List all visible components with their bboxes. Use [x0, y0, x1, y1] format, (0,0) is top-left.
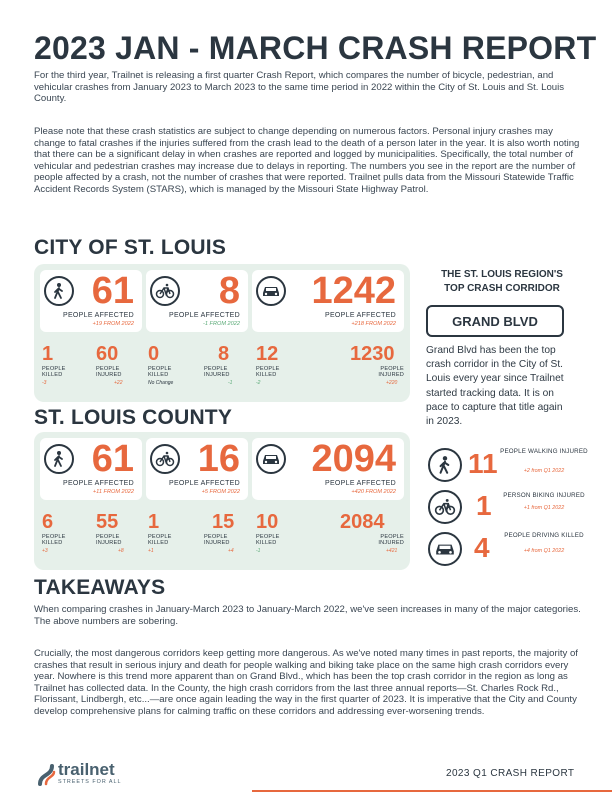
pedestrian-icon [428, 448, 462, 482]
affected-number: 2094 [311, 438, 396, 480]
bicycle-icon [428, 490, 462, 524]
city-bicycle-card [146, 270, 248, 332]
affected-number: 1242 [311, 270, 396, 312]
corridor-name-box: GRAND BLVD [426, 305, 564, 337]
bicycle-icon [150, 444, 180, 474]
car-icon [428, 532, 462, 566]
logo-mark-icon [36, 762, 56, 786]
injured-number: 2084 [340, 511, 385, 533]
affected-label: PEOPLE AFFECTED [62, 312, 134, 319]
killed-label: PEOPLE KILLED [256, 366, 280, 379]
affected-label: PEOPLE AFFECTED [324, 312, 396, 319]
stat-label: PERSON BIKING INJURED [503, 492, 585, 499]
affected-label: PEOPLE AFFECTED [168, 480, 240, 487]
killed-label: PEOPLE KILLED [42, 366, 66, 379]
trailnet-logo [36, 760, 156, 790]
car-icon [256, 444, 286, 474]
page-title: 2023 JAN - MARCH CRASH REPORT [34, 30, 597, 66]
affected-change: +420 FROM 2022 [351, 489, 396, 495]
footer-report-label: 2023 Q1 CRASH REPORT [446, 768, 575, 779]
affected-change: +19 FROM 2022 [92, 321, 134, 327]
affected-number: 8 [218, 270, 240, 312]
county-bicycle-card [146, 438, 248, 500]
pedestrian-icon [44, 276, 74, 306]
corridor-title-line-1: THE ST. LOUIS REGION'S [441, 269, 563, 280]
injured-number: 60 [96, 343, 119, 365]
stat-change: +1 from Q1 2022 [523, 505, 565, 511]
affected-number: 16 [197, 438, 240, 480]
killed-change: +1 [148, 548, 154, 554]
county-car-card [252, 438, 404, 500]
killed-number: 0 [148, 343, 160, 365]
injured-number: 55 [96, 511, 119, 533]
injured-number: 8 [218, 343, 230, 365]
county-heading: ST. LOUIS COUNTY [34, 406, 233, 429]
corridor-stat-driving [424, 530, 594, 574]
city-pedestrian-card [40, 270, 142, 332]
corridor-title-line-2: TOP CRASH CORRIDOR [444, 283, 560, 294]
injured-change: +8 [118, 548, 124, 554]
logo-wordmark: trailnet [58, 760, 115, 779]
killed-change: -3 [42, 380, 47, 386]
city-panel [34, 264, 410, 402]
killed-label: PEOPLE KILLED [42, 534, 66, 547]
county-panel [34, 432, 410, 570]
injured-label: PEOPLE INJURED [378, 366, 404, 379]
affected-change: +5 FROM 2022 [201, 489, 240, 495]
affected-change: +11 FROM 2022 [92, 489, 134, 495]
corridor-stat-walking [424, 446, 594, 490]
city-heading: CITY OF ST. LOUIS [34, 236, 227, 259]
intro-paragraph-2: Please note that these crash statistics are subject to change depending on numerous factors. Personal injury crashes may change to fatal crashes if the injuries suffered from the crash lead to the death of a person later in the year. It is also worth noting that there can be a significant delay in when crashes are reported and logged by municipalities. Specifically, the total number of vehicular and pedestrian crashes may increase due to delays in reporting. The numbers you see in the report are the number of people affected by a crash, not the number of crashes that were reported. Trailnet pulls data from the Missouri Statewide Traffic Accident Records System (STARS), which is managed by the Missouri State Highway Patrol. [34, 126, 580, 195]
affected-label: PEOPLE AFFECTED [168, 312, 240, 319]
corridor-title [420, 268, 584, 296]
pedestrian-icon [44, 444, 74, 474]
injured-label: PEOPLE INJURED [378, 534, 404, 547]
injured-number: 15 [212, 511, 235, 533]
affected-label: PEOPLE AFFECTED [324, 480, 396, 487]
killed-change: -1 [256, 548, 261, 554]
injured-change: +4 [228, 548, 234, 554]
stat-label: PEOPLE WALKING INJURED [500, 448, 588, 455]
killed-number: 12 [256, 343, 279, 365]
killed-change: +3 [42, 548, 48, 554]
injured-label: PEOPLE INJURED [96, 366, 122, 379]
affected-label: PEOPLE AFFECTED [62, 480, 134, 487]
injured-number: 1230 [350, 343, 395, 365]
bicycle-icon [150, 276, 180, 306]
injured-label: PEOPLE INJURED [204, 366, 230, 379]
affected-change: -1 FROM 2022 [203, 321, 240, 327]
injured-label: PEOPLE INJURED [204, 534, 230, 547]
killed-number: 10 [256, 511, 279, 533]
takeaways-paragraph-1: When comparing crashes in January-March 2023 to January-March 2022, we've seen increases in many of the major categories. The above numbers are sobering. [34, 604, 581, 627]
stat-change: +2 from Q1 2022 [523, 468, 565, 474]
corridor-stat-biking [424, 488, 594, 532]
stat-number: 11 [468, 448, 498, 479]
injured-change: +220 [386, 380, 398, 386]
takeaways-heading: TAKEAWAYS [34, 576, 166, 599]
logo-tagline: STREETS FOR ALL [58, 779, 122, 785]
killed-number: 1 [148, 511, 160, 533]
killed-label: PEOPLE KILLED [256, 534, 280, 547]
county-pedestrian-card [40, 438, 142, 500]
injured-label: PEOPLE INJURED [96, 534, 122, 547]
killed-label: PEOPLE KILLED [148, 366, 172, 379]
affected-number: 61 [91, 270, 134, 312]
affected-change: +218 FROM 2022 [351, 321, 396, 327]
takeaways-paragraph-2: Crucially, the most dangerous corridors keep getting more dangerous. As we've noted many times in past reports, the majority of crashes that result in serious injury and death for people walking and biking take place on the same high crash corridors every year. Nowhere is this trend more apparent than on Grand Blvd., which has been the top crash corridor in the region as long as Trailnet has collected data. In the County, the high crash corridors from the last three annual reports—St. Charles Rock Rd., Florissant, Lindbergh, etc...—are once again leading the way in the first quarter of 2023. It is imperative that the City and County develop comprehensive plans for calming traffic on these corridors and addressing ever-worsening trends. [34, 648, 578, 717]
stat-label: PEOPLE DRIVING KILLED [504, 532, 584, 539]
city-car-card [252, 270, 404, 332]
killed-number: 6 [42, 511, 54, 533]
intro-paragraph-1: For the third year, Trailnet is releasing a first quarter Crash Report, which compares the number of bicycle, pedestrian, and vehicular crashes from January 2023 to March 2023 to the same time period in 2022 within the City of St. Louis and St. Louis County. [34, 70, 565, 105]
affected-number: 61 [91, 438, 134, 480]
injured-change: -1 [228, 380, 233, 386]
stat-number: 4 [474, 532, 490, 563]
corridor-description: Grand Blvd has been the top crash corridor in the City of St. Louis every year since Trailnet started tracking data. It is on pace to capture that title again in 2023. [426, 345, 564, 428]
injured-change: +22 [114, 380, 123, 386]
killed-change: -2 [256, 380, 261, 386]
killed-label: PEOPLE KILLED [148, 534, 172, 547]
stat-change: +4 from Q1 2022 [523, 548, 565, 554]
car-icon [256, 276, 286, 306]
killed-number: 1 [42, 343, 54, 365]
killed-change: No Change [148, 380, 174, 386]
stat-number: 1 [476, 490, 492, 521]
injured-change: +421 [386, 548, 398, 554]
